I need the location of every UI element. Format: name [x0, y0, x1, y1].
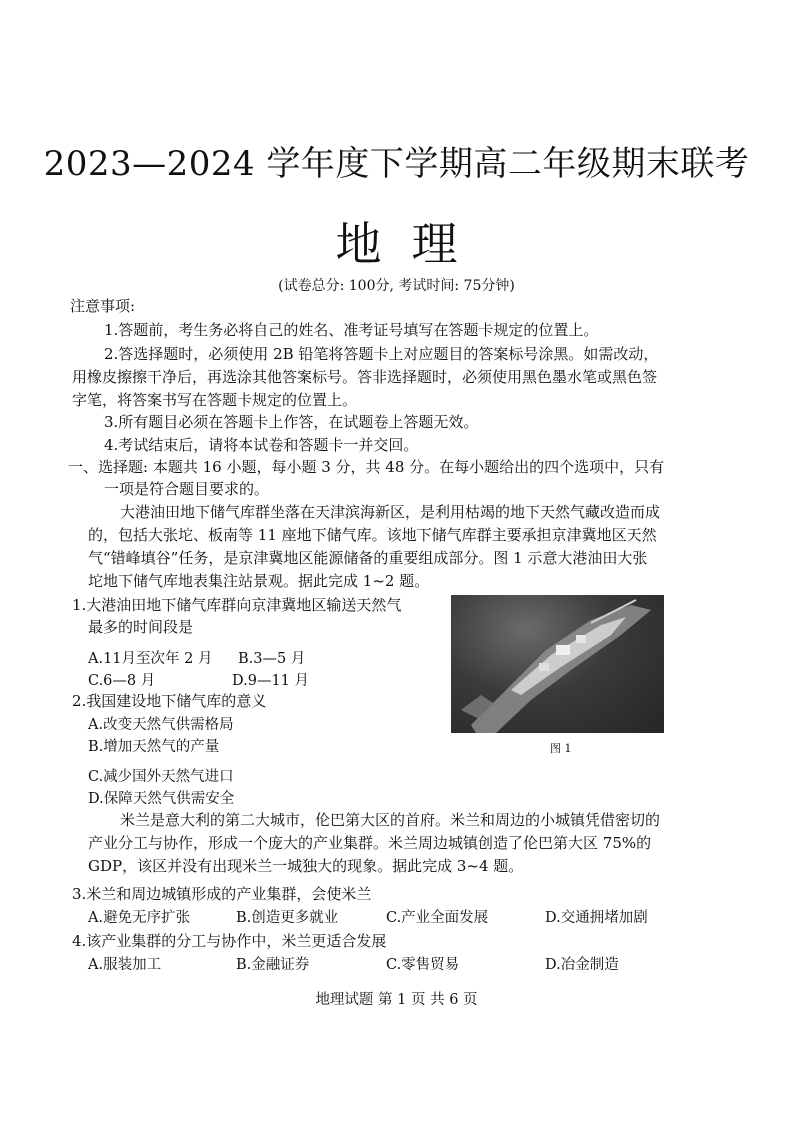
passage2-line-2: 产业分工与协作，形成一个庞大的产业集群。米兰周边城镇创造了伦巴第大区 75%的	[88, 834, 652, 852]
note-line-4: 字笔，将答案书写在答题卡规定的位置上。	[72, 391, 358, 409]
exam-meta: (试卷总分: 100分, 考试时间: 75分钟)	[278, 278, 515, 294]
note-line-5: 3.所有题目必须在答题卡上作答，在试题卷上答题无效。	[104, 413, 479, 431]
page-footer: 地理试题 第 1 页 共 6 页	[315, 992, 478, 1008]
passage2-line-3: GDP，该区并没有出现米兰一城独大的现象。据此完成 3~4 题。	[88, 857, 524, 875]
q2-stem: 2.我国建设地下储气库的意义	[72, 692, 267, 710]
q3-option-d: D.交通拥堵加剧	[545, 910, 648, 926]
passage1-line-3: 气“错峰填谷”任务，是京津冀地区能源储备的重要组成部分。图 1 示意大港油田大张	[88, 549, 648, 567]
q2-option-d: D.保障天然气供需安全	[88, 791, 235, 807]
passage2-line-1: 米兰是意大利的第二大城市，伦巴第大区的首府。米兰和周边的小城镇凭借密切的	[120, 811, 661, 829]
note-line-6: 4.考试结束后，请将本试卷和答题卡一并交回。	[104, 436, 419, 454]
figure-1-photo	[451, 595, 664, 733]
q3-option-c: C.产业全面发展	[386, 910, 489, 926]
q3-stem: 3.米兰和周边城镇形成的产业集群，会使米兰	[72, 885, 372, 903]
q4-option-b: B.金融证券	[236, 957, 310, 973]
notes-heading: 注意事项:	[70, 297, 136, 315]
note-line-1: 1.答题前，考生务必将自己的姓名、准考证号填写在答题卡规定的位置上。	[104, 321, 599, 339]
q4-option-d: D.冶金制造	[545, 957, 619, 973]
q3-option-a: A.避免无序扩张	[88, 910, 191, 926]
section-heading-line-2: 一项是符合题目要求的。	[104, 480, 270, 498]
q1-option-c: C.6—8 月	[88, 673, 156, 689]
note-line-3: 用橡皮擦擦干净后，再选涂其他答案标号。答非选择题时，必须使用黑色墨水笔或黑色签	[72, 368, 658, 386]
note-line-2: 2.答选择题时，必须使用 2B 铅笔将答题卡上对应题目的答案标号涂黑。如需改动，	[104, 345, 659, 363]
passage1-line-4: 坨地下储气库地表集注站景观。据此完成 1~2 题。	[88, 572, 430, 590]
q1-stem-line-2: 最多的时间段是	[88, 618, 194, 636]
passage1-line-2: 的，包括大张坨、板南等 11 座地下储气库。该地下储气库群主要承担京津冀地区天然	[88, 526, 657, 544]
q2-option-b: B.增加天然气的产量	[88, 739, 220, 755]
subject-title: 地理	[335, 217, 488, 271]
q1-option-a: A.11月至次年 2 月	[88, 651, 213, 667]
q1-stem-line-1: 1.大港油田地下储气库群向京津冀地区输送天然气	[72, 596, 402, 614]
figure-1-caption: 图 1	[550, 742, 572, 755]
storage-station-aerial-image	[451, 595, 664, 733]
section-heading-line-1: 一、选择题: 本题共 16 小题，每小题 3 分，共 48 分。在每小题给出的四个选项中，只有	[68, 458, 665, 476]
q4-stem: 4.该产业集群的分工与协作中，米兰更适合发展	[72, 932, 387, 950]
q2-option-a: A.改变天然气供需格局	[88, 717, 234, 733]
passage1-line-1: 大港油田地下储气库群坐落在天津滨海新区，是利用枯竭的地下天然气藏改造而成	[120, 503, 661, 521]
q4-option-c: C.零售贸易	[386, 957, 460, 973]
q2-option-c: C.减少国外天然气进口	[88, 769, 234, 785]
q3-option-b: B.创造更多就业	[236, 910, 339, 926]
q1-option-b: B.3—5 月	[238, 651, 306, 667]
exam-title: 2023—2024 学年度下学期高二年级期末联考	[43, 144, 750, 184]
q1-option-d: D.9—11 月	[232, 673, 310, 689]
q4-option-a: A.服装加工	[88, 957, 162, 973]
